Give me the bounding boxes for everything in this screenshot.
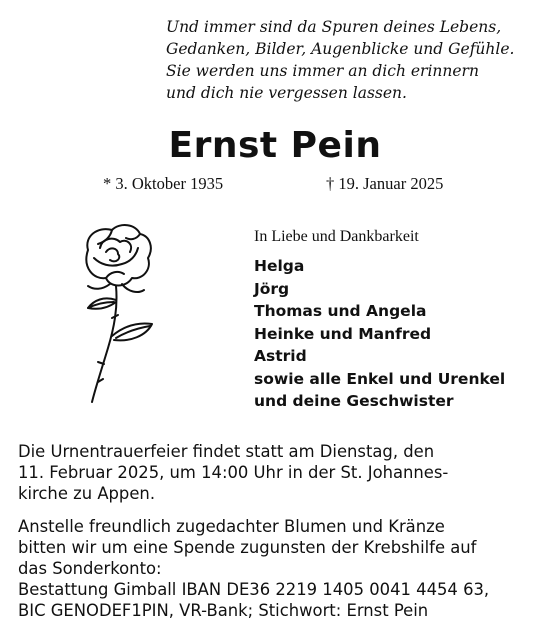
birth-date: * 3. Oktober 1935 [103,174,224,193]
family-member: Thomas und Angela [254,302,427,320]
deceased-name: Ernst Pein [168,125,382,166]
donation-line: Anstelle freundlich zugedachter Blumen und Kränze [18,517,445,536]
ceremony-line: 11. Februar 2025, um 14:00 Uhr in der St. Johannes- [18,463,449,482]
family-member: Astrid [254,347,307,365]
donation-notice [18,516,532,621]
donation-line: das Sonderkonto: [18,559,162,578]
dedication-text: In Liebe und Dankbarkeit [254,228,419,245]
rose-icon [66,218,186,408]
family-list [254,255,505,413]
poem-line: und dich nie vergessen lassen. [166,84,407,102]
family-member: Jörg [254,279,290,298]
family-member: Helga [254,257,305,275]
donation-line: Bestattung Gimball IBAN DE36 2219 1405 0041 4454 63, [18,580,490,599]
poem-line: Und immer sind da Spuren deines Lebens, [166,18,502,36]
poem-line: Gedanken, Bilder, Augenblicke und Gefühle. [166,40,515,58]
poem-verse [166,16,546,104]
poem-line: Sie werden uns immer an dich erinnern [166,62,479,80]
family-member: sowie alle Enkel und Urenkel [254,369,506,388]
family-member: und deine Geschwister [254,392,454,410]
family-member: Heinke und Manfred [254,324,432,343]
death-date: † 19. Januar 2025 [326,174,444,193]
ceremony-notice [18,441,532,504]
ceremony-line: kirche zu Appen. [18,484,156,503]
donation-line: BIC GENODEF1PIN, VR-Bank; Stichwort: Ernst Pein [18,601,429,620]
ceremony-line: Die Urnentrauerfeier findet statt am Dienstag, den [18,442,435,461]
donation-line: bitten wir um eine Spende zugunsten der Krebshilfe auf [18,538,477,557]
